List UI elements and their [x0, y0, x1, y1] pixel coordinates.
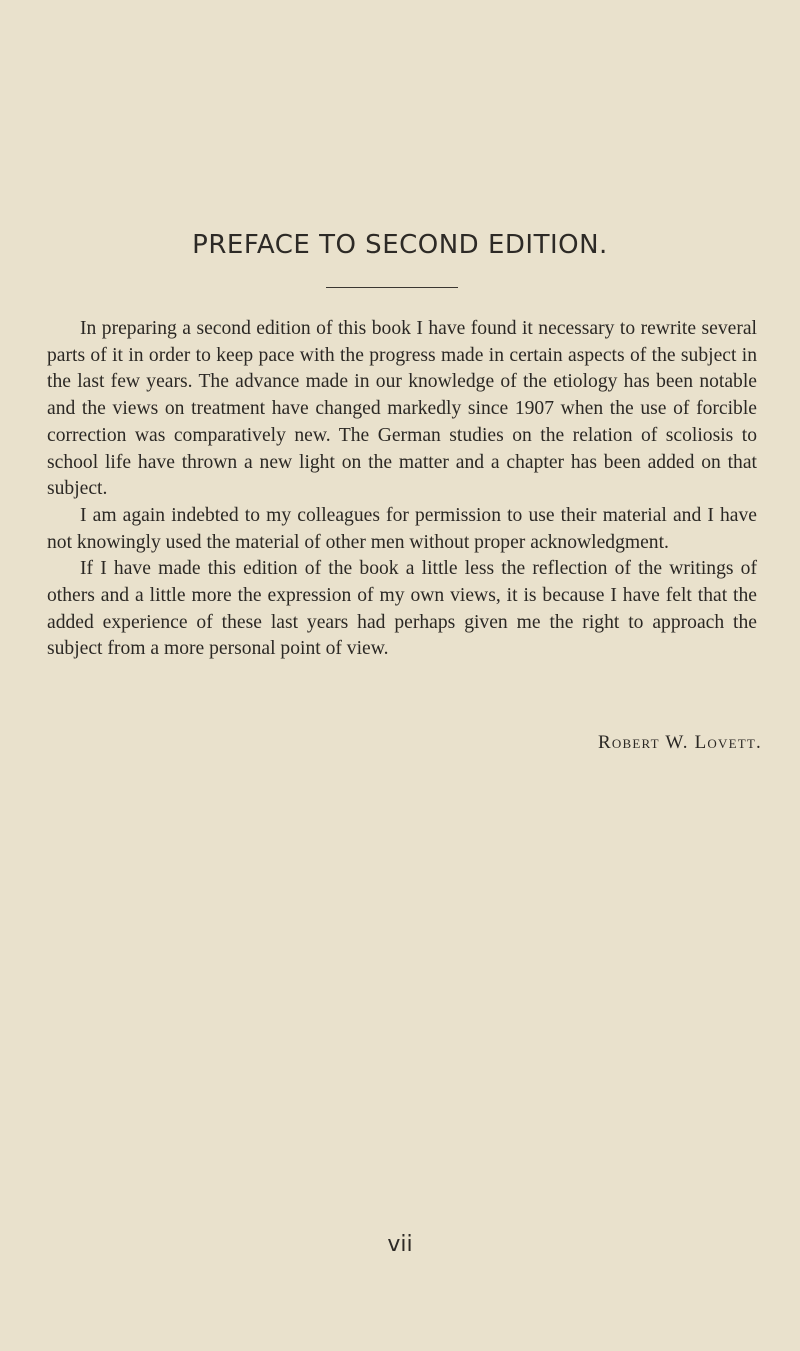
paragraph-2: I am again indebted to my colleagues for permission to use their material and I have not knowingly used the material of other men without proper acknowledgment. — [47, 504, 757, 553]
author-signature: Robert W. Lovett. — [598, 732, 762, 753]
paragraph-3: If I have made this edition of the book a little less the reflection of the writings of others and a little more the expression of my own views, it is because I have felt that the added experience of these last years had perhaps given me the right to approach the subject from a more personal point of view. — [47, 558, 757, 660]
page-number: vii — [387, 1232, 413, 1257]
preface-body — [47, 316, 757, 663]
paragraph-1: In preparing a second edition of this book I have found it necessary to rewrite several parts of it in order to keep pace with the progress made in certain aspects of the subject in the last few years. The advance made in our knowledge of the etiology has been notable and the views on treatment have changed markedly since 1907 when the use of forcible correction was comparatively new. The German studies on the relation of scoliosis to school life have thrown a new light on the matter and a chapter has been added on that subject. — [47, 318, 757, 500]
page-title: PREFACE TO SECOND EDITION. — [192, 230, 608, 260]
title-rule — [326, 287, 458, 288]
